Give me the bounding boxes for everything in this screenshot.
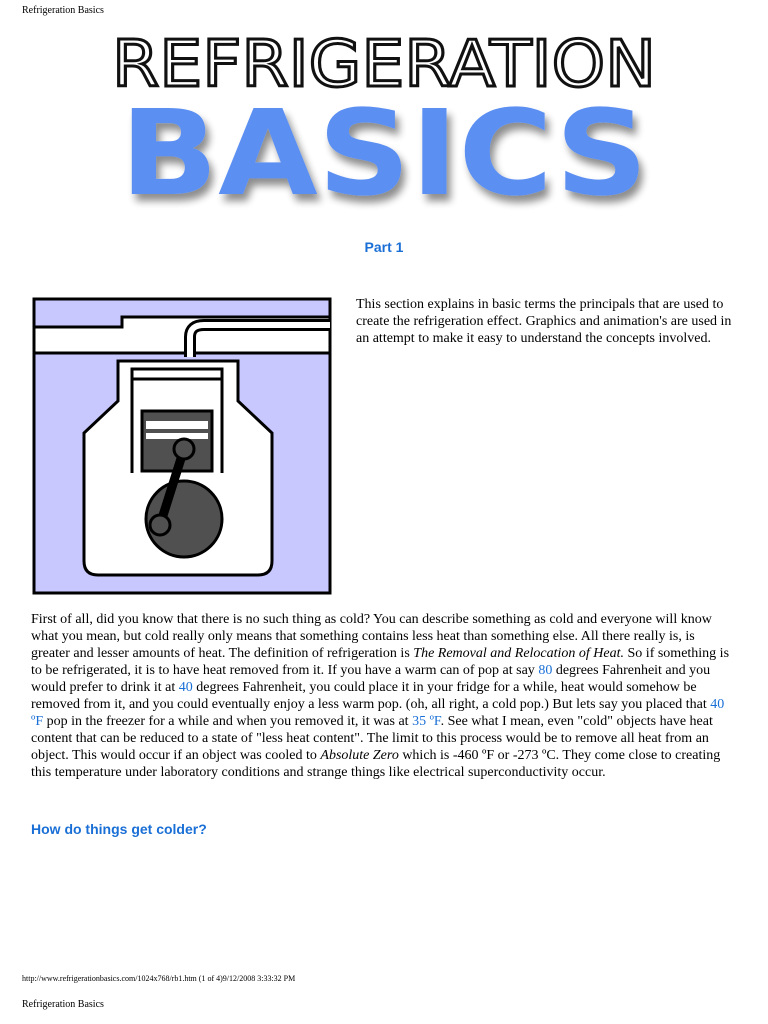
body-text-7: which is -460 ºF or -273 ºC. They come close to creating this temperature under laboratory conditions and strange things like electrical superconductivity occur.: [31, 748, 721, 780]
definition-emphasis: The Removal and Relocation of Heat.: [413, 646, 625, 661]
body-text-2: So if something is to be refrigerated, it is to have heat removed from it. If you have a warm can of pop at say: [31, 646, 730, 678]
absolute-zero-emphasis: Absolute Zero: [320, 748, 399, 763]
value-40-link[interactable]: 40: [178, 680, 193, 695]
body-text-5: pop in the freezer for a while and when you removed it, it was at: [43, 714, 413, 729]
refrigeration-basics-logo: [96, 24, 672, 220]
body-paragraph: [31, 611, 736, 781]
running-footer-title: Refrigeration Basics: [22, 999, 104, 1010]
compressor-cross-section-icon: [32, 297, 334, 597]
value-35f-link[interactable]: 35 ºF: [412, 714, 441, 729]
logo-line-refrigeration: REFRIGERATION: [112, 28, 656, 102]
intro-paragraph: This section explains in basic terms the principals that are used to create the refrigeration effect. Graphics and animation's are used in an attempt to make it easy to understand the concepts involved.: [356, 297, 732, 346]
part-heading: Part 1: [364, 239, 404, 255]
value-80-link[interactable]: 80: [538, 663, 553, 678]
logo-line-basics: BASICS: [120, 84, 648, 220]
section-heading-colder: How do things get colder?: [31, 821, 207, 837]
body-text-6: . See what I mean, even "cold" objects have heat content that can be reduced to a state of "less heat content". The limit to this process would be to remove all heat from an object. This would occur if an object was cooled to: [31, 714, 713, 763]
running-header-title: Refrigeration Basics: [22, 5, 104, 16]
value-40f-link[interactable]: 40 ºF: [31, 697, 725, 729]
footer-url-line: http://www.refrigerationbasics.com/1024x768/rb1.htm (1 of 4)9/12/2008 3:33:32 PM: [22, 974, 296, 983]
body-text-4: degrees Fahrenheit, you could place it in your fridge for a while, heat would somehow be removed from it, and you could eventually enjoy a less warm pop. (oh, all right, a cold pop.) But lets say you placed that: [31, 680, 711, 712]
body-text-3: degrees Fahrenheit and you would prefer to drink it at: [31, 663, 711, 695]
body-text-1: First of all, did you know that there is no such thing as cold? You can describe something as cold and everyone will know what you mean, but cold really only means that something contains less heat than something else. All there really is, is greater and lesser amounts of heat. The definition of refrigeration is: [31, 612, 712, 661]
